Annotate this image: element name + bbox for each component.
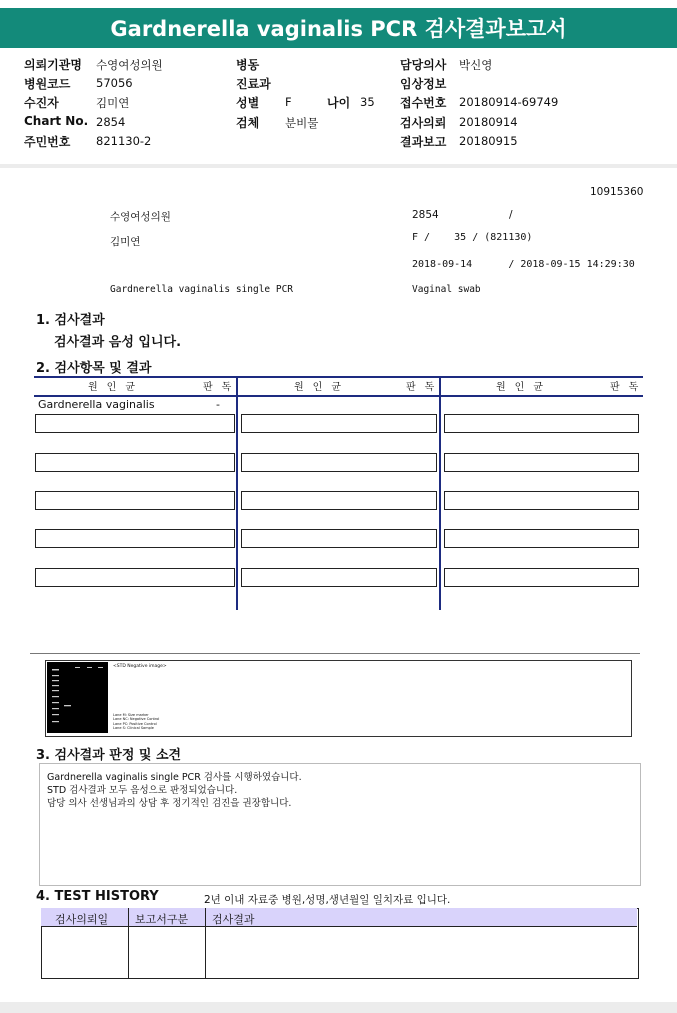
- gel-caption: <STD Negative image>: [113, 664, 167, 669]
- label-specimen: 검체: [236, 116, 260, 130]
- history-col-divider: [128, 908, 129, 978]
- gel-legend-item: Lane S: Clinical Sample: [113, 726, 154, 731]
- label-ward: 병동: [236, 58, 260, 72]
- finding-line: STD 검사결과 모두 음성으로 판정되었습니다.: [47, 785, 238, 796]
- history-col-report-type: 보고서구분: [135, 913, 189, 926]
- value-hospital-code: 57056: [96, 76, 133, 90]
- col-result-heading: 판독: [406, 382, 444, 393]
- value-age: 35: [360, 95, 375, 109]
- result-cell: [444, 529, 639, 548]
- section3-title: 3. 검사결과 판정 및 소견: [36, 748, 182, 763]
- col-result-heading: 판독: [610, 382, 648, 393]
- section2-title: 2. 검사항목 및 결과: [36, 361, 152, 376]
- result-cell: [444, 491, 639, 510]
- label-age: 나이: [327, 96, 351, 110]
- result-cell: [444, 414, 639, 433]
- report-separator: /: [509, 209, 513, 221]
- document-number: 10915360: [590, 186, 644, 198]
- gel-legend-item: Lane M: Size marker: [113, 713, 149, 717]
- organism-result: -: [216, 398, 220, 411]
- value-result-report: 20180915: [459, 134, 518, 148]
- value-test-request: 20180914: [459, 115, 518, 129]
- finding-line: 담당 의사 선생님과의 상담 후 정기적인 검진을 권장합니다.: [47, 798, 292, 809]
- grid-divider: [236, 376, 238, 610]
- section4-title: 4. TEST HISTORY: [36, 889, 159, 904]
- report-test-name: Gardnerella vaginalis single PCR: [110, 284, 294, 295]
- grid-divider: [439, 376, 441, 610]
- report-dates: 2018-09-14 / 2018-09-15 14:29:30: [412, 259, 635, 270]
- result-cell: [241, 453, 437, 472]
- result-cell: [35, 529, 235, 548]
- label-requesting-institution: 의뢰기관명: [24, 58, 82, 72]
- label-sex: 성별: [236, 96, 260, 110]
- label-result-report: 결과보고: [400, 135, 447, 149]
- gel-legend: [113, 713, 159, 731]
- gel-electrophoresis-image: [47, 662, 108, 733]
- label-hospital-code: 병원코드: [24, 77, 71, 91]
- finding-line: Gardnerella vaginalis single PCR 검사를 시행하였습니다.: [47, 772, 302, 783]
- value-sex: F: [285, 95, 292, 109]
- label-patient: 수진자: [24, 96, 59, 110]
- gel-legend-item: Lane PC: Positive Control: [113, 721, 157, 726]
- value-resident-no: 821130-2: [96, 134, 152, 148]
- organism-name: Gardnerella vaginalis: [38, 398, 155, 411]
- history-col-request-date: 검사의뢰일: [55, 913, 109, 926]
- col-result-heading: 판독: [203, 382, 241, 393]
- result-cell: [444, 453, 639, 472]
- value-specimen: 분비물: [285, 116, 319, 130]
- value-accession-no: 20180914-69749: [459, 95, 559, 109]
- label-chart-no: Chart No.: [24, 114, 89, 128]
- report-chart-no: 2854: [412, 209, 439, 221]
- gel-legend-item: Lane NC: Negative Control: [113, 717, 160, 722]
- report-sex-age: F / 35 / (821130): [412, 232, 533, 243]
- result-cell: [444, 568, 639, 587]
- result-cell: [35, 491, 235, 510]
- label-test-request: 검사의뢰: [400, 116, 447, 130]
- result-cell: [241, 414, 437, 433]
- report-specimen: Vaginal swab: [412, 284, 481, 295]
- label-physician: 담당의사: [400, 58, 447, 72]
- label-accession-no: 접수번호: [400, 96, 447, 110]
- history-note: 2년 이내 자료중 병원,성명,생년월일 일치자료 입니다.: [204, 894, 451, 906]
- value-chart-no: 2854: [96, 115, 126, 129]
- value-physician: 박신영: [459, 58, 493, 72]
- col-organism-heading: 원인균: [88, 382, 144, 393]
- report-patient: 김미연: [110, 236, 141, 248]
- report-title: Gardnerella vaginalis PCR 검사결과보고서: [0, 8, 677, 48]
- value-requesting-institution: 수영여성의원: [96, 58, 163, 72]
- label-resident-no: 주민번호: [24, 135, 71, 149]
- result-cell: [241, 529, 437, 548]
- value-patient: 김미연: [96, 96, 130, 110]
- result-cell: [241, 491, 437, 510]
- section1-title: 1. 검사결과: [36, 313, 105, 328]
- label-department: 진료과: [236, 77, 271, 91]
- result-cell: [35, 414, 235, 433]
- result-cell: [241, 568, 437, 587]
- result-cell: [35, 568, 235, 587]
- history-col-test-result: 검사결과: [212, 913, 255, 926]
- section1-result: 검사결과 음성 입니다.: [54, 335, 182, 350]
- label-clinical-info: 임상정보: [400, 77, 447, 91]
- history-table-header: [41, 908, 637, 927]
- history-col-divider: [205, 908, 206, 978]
- report-hospital: 수영여성의원: [110, 211, 171, 223]
- divider-line: [30, 653, 640, 654]
- col-organism-heading: 원인균: [496, 382, 552, 393]
- col-organism-heading: 원인균: [294, 382, 350, 393]
- result-cell: [35, 453, 235, 472]
